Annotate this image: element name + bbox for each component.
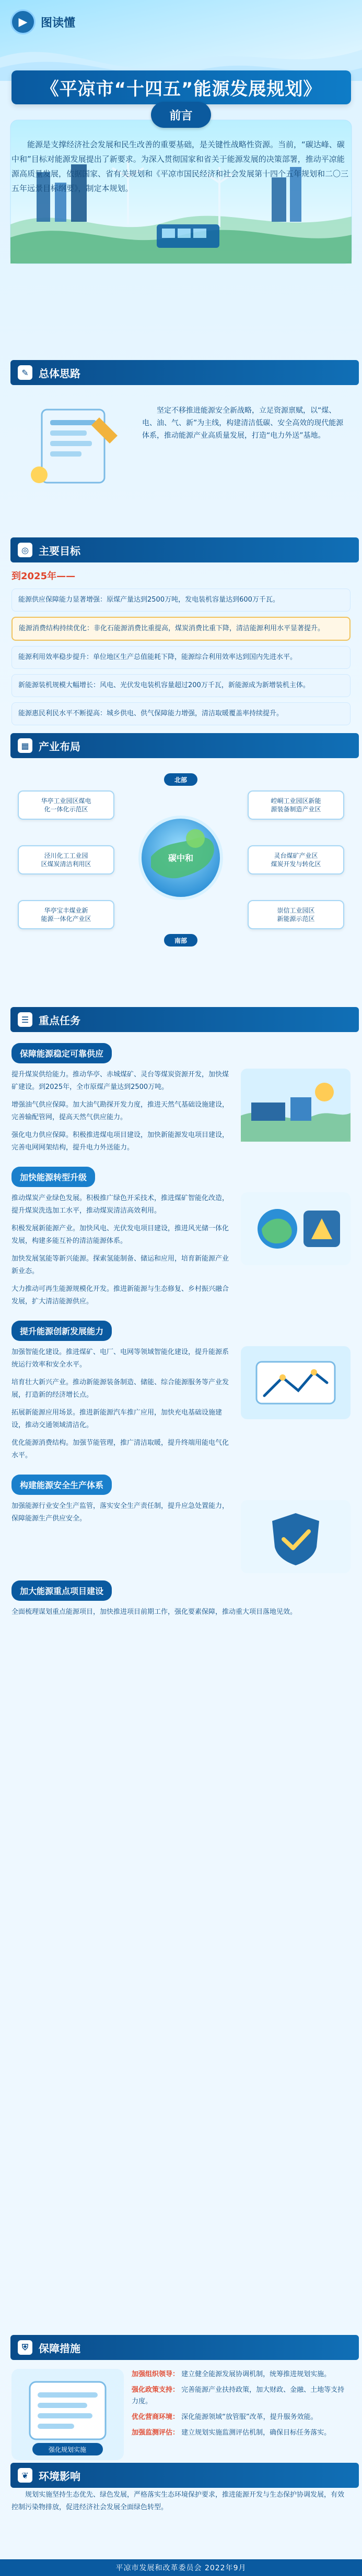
guarantee-illustration bbox=[11, 2369, 124, 2460]
section-guarantee-title: 保障措施 bbox=[39, 2342, 80, 2355]
layout-card: 华亭宝丰煤业新 能源一体化产业区 bbox=[18, 900, 114, 929]
section-environment-header bbox=[10, 2463, 359, 2488]
tasks-block bbox=[11, 1346, 351, 1467]
tasks-paragraph: 优化能源消费结构。加强节能管理，推广清洁取暖，提升终端用能电气化水平。 bbox=[11, 1439, 229, 1459]
guarantee-key: 优化营商环境： bbox=[132, 2413, 180, 2421]
guarantee-row bbox=[132, 2412, 351, 2423]
tasks-paragraph: 加快发展氢能等新兴能源。探索氢能制备、储运和应用，培育新能源产业新业态。 bbox=[11, 1255, 229, 1275]
tasks-paragraph: 加强能源行业安全生产监管，落实安全生产责任制，提升应急处置能力，保障能源生产供应安全。 bbox=[11, 1502, 229, 1523]
footer bbox=[0, 2559, 362, 2576]
page-title-banner bbox=[11, 70, 351, 104]
footer-text: 平凉市发展和改革委员会 2022年9月 bbox=[115, 2564, 247, 2572]
layout-center-label: 碳中和 bbox=[168, 853, 194, 863]
tasks-subhead: 构建能源安全生产体系 bbox=[11, 1475, 112, 1495]
layout-tag-south: 南部 bbox=[164, 934, 197, 946]
leaf-icon: ❦ bbox=[18, 2468, 32, 2483]
shield-icon: ⛨ bbox=[18, 2340, 32, 2355]
thought-icon: ✎ bbox=[18, 365, 32, 380]
target-icon: ◎ bbox=[18, 543, 32, 557]
guarantee-row bbox=[132, 2427, 351, 2439]
guarantee-value: 建立健全能源发展协调机制，统筹推进规划实施。 bbox=[181, 2370, 331, 2378]
mining-illustration bbox=[241, 1069, 351, 1142]
play-icon: ▶ bbox=[10, 9, 36, 34]
safety-illustration bbox=[241, 1500, 351, 1573]
layout-box bbox=[11, 762, 351, 960]
tasks-subhead: 加大能源重点项目建设 bbox=[11, 1580, 112, 1601]
section-goals-header bbox=[10, 537, 359, 562]
environment-text: 规划实施坚持生态优先、绿色发展，严格落实生态环境保护要求，推进能源开发与生态保护协调发展，有效控制污染物排放，促进经济社会发展全面绿色转型。 bbox=[11, 2491, 345, 2511]
guarantee-box bbox=[11, 2369, 351, 2460]
guarantee-row bbox=[132, 2369, 351, 2380]
layout-card: 崆峒工业园区新能 源装备制造产业区 bbox=[248, 790, 344, 820]
guarantee-badge: 强化规划实施 bbox=[48, 2446, 87, 2453]
tasks-paragraph: 大力推动可再生能源规模化开发。推进新能源与生态修复、乡村振兴融合发展，扩大清洁能源供应。 bbox=[11, 1285, 229, 1305]
tasks-paragraph: 增强油气供应保障。加大油气勘探开发力度，推进天然气基础设施建设，完善输配管网，提高天然气供应能力。 bbox=[11, 1101, 229, 1121]
section-goals-title: 主要目标 bbox=[39, 544, 80, 557]
guarantee-key: 加强监测评估： bbox=[132, 2429, 180, 2437]
tasks-block bbox=[11, 1069, 351, 1159]
tasks-paragraph: 拓展新能源应用场景。推进新能源汽车推广应用，加快充电基础设施建设，推动交通领域清洁化。 bbox=[11, 1409, 223, 1429]
goal-item: 新能源装机规模大幅增长：风电、光伏发电装机容量超过200万千瓦，新能源成为新增装机主体。 bbox=[11, 674, 351, 697]
grid-icon: ▦ bbox=[18, 738, 32, 753]
section-tasks-header bbox=[10, 1007, 359, 1032]
guarantee-text bbox=[132, 2369, 351, 2443]
tasks-text bbox=[11, 1192, 233, 1313]
goal-item: 能源消费结构持续优化：非化石能源消费比重提高，煤炭消费比重下降，清洁能源利用水平显著提升。 bbox=[11, 617, 351, 641]
list-icon: ☰ bbox=[18, 1012, 32, 1027]
guarantee-key: 强化政策支持： bbox=[132, 2386, 180, 2394]
energy-transition-illustration bbox=[241, 1192, 351, 1265]
layout-card: 崇信工业园区 新能源示范区 bbox=[248, 900, 344, 929]
tasks-paragraph: 推动煤炭产业绿色发展。积极推广绿色开采技术，推进煤矿智能化改造，提升煤炭洗选加工水平，推动煤炭清洁高效利用。 bbox=[11, 1194, 229, 1215]
section-thought-title: 总体思路 bbox=[39, 367, 80, 380]
section-environment-title: 环境影响 bbox=[39, 2470, 80, 2483]
guarantee-row bbox=[132, 2385, 351, 2407]
goal-item: 能源供应保障能力显著增强：原煤产量达到2500万吨，发电装机容量达到600万千瓦。 bbox=[11, 589, 351, 612]
layout-card: 灵台煤矿产业区 煤炭开发与转化区 bbox=[248, 845, 344, 874]
environment-box bbox=[11, 2489, 351, 2514]
tasks-paragraph: 培育壮大新兴产业。推动新能源装备制造、储能、综合能源服务等产业发展，打造新的经济增长点。 bbox=[11, 1379, 229, 1399]
goals-box bbox=[11, 569, 351, 730]
tasks-paragraph: 提升煤炭供给能力。推动华亭、赤城煤矿、灵台等煤炭资源开发，加快煤矿建设。到2025年，全市原煤产量达到2500万吨。 bbox=[11, 1071, 229, 1091]
tasks-paragraph: 强化电力供应保障。积极推进煤电项目建设，加快新能源发电项目建设，完善电网网架结构，提升电力外送能力。 bbox=[11, 1131, 229, 1152]
guarantee-key: 加强组织领导： bbox=[132, 2370, 180, 2378]
layout-card: 泾川化工工业园 区煤炭清洁利用区 bbox=[18, 845, 114, 874]
tasks-block bbox=[11, 1500, 351, 1573]
section-thought-header bbox=[10, 360, 359, 385]
layout-tag-north: 北部 bbox=[164, 773, 197, 786]
guarantee-value: 完善能源产业扶持政策，加大财政、金融、土地等支持力度。 bbox=[132, 2386, 345, 2405]
section-tasks-title: 重点任务 bbox=[39, 1014, 80, 1027]
layout-card: 华亭工业园区煤电 化一体化示范区 bbox=[18, 790, 114, 820]
preface-text: 能源是支撑经济社会发展和民生改善的重要基础，是关键性战略性资源。当前，“碳达峰、碳中和”目标对能源发展提出了新要求。为深入贯彻国家和省关于能源发展的决策部署，推动平凉能源高质量发展，依据国家、省有关规划和《平凉市国民经济和社会发展第十四个五年规划和二〇三五年远景目标纲要》，制定本规划。 bbox=[11, 140, 349, 193]
guarantee-value: 建立规划实施监测评估机制，确保目标任务落实。 bbox=[181, 2429, 331, 2437]
tasks-paragraph: 加强智能化建设。推进煤矿、电厂、电网等领域智能化建设，提升能源系统运行效率和安全水平。 bbox=[11, 1348, 229, 1369]
tasks-paragraph: 积极发展新能源产业。加快风电、光伏发电项目建设，推进风光储一体化发展，构建多能互补的清洁能源体系。 bbox=[11, 1225, 229, 1245]
thought-box bbox=[11, 391, 351, 496]
tasks-block bbox=[11, 1192, 351, 1313]
tasks-paragraph: 全面梳理谋划重点能源项目，加快推进项目前期工作，强化要素保障，推动重大项目落地见效。 bbox=[11, 1608, 297, 1616]
section-layout-header bbox=[10, 733, 359, 758]
brand-title: 图读懂 bbox=[41, 16, 76, 30]
section-layout-title: 产业布局 bbox=[39, 740, 80, 753]
tasks-text bbox=[11, 1346, 233, 1467]
brand bbox=[10, 9, 75, 34]
thought-text: 坚定不移推进能源安全新战略，立足资源禀赋，以“煤、电、油、气、新”为主线，构建清洁低碳、安全高效的现代能源体系，推动能源产业高质量发展，打造“电力外送”基地。 bbox=[142, 406, 344, 440]
goal-item: 能源利用效率稳步提升：单位地区生产总值能耗下降，能源综合利用效率达到国内先进水平。 bbox=[11, 646, 351, 669]
globe-illustration bbox=[133, 810, 229, 906]
goal-item: 能源惠民利民水平不断提高：城乡供电、供气保障能力增强，清洁取暖覆盖率持续提升。 bbox=[11, 702, 351, 725]
tasks-subhead: 加快能源转型升级 bbox=[11, 1167, 95, 1187]
tasks-text bbox=[11, 1069, 233, 1159]
section-guarantee-header bbox=[10, 2335, 359, 2360]
tasks-subhead: 提升能源创新发展能力 bbox=[11, 1321, 112, 1341]
preface-tab: 前言 bbox=[151, 102, 211, 128]
notebook-illustration bbox=[21, 399, 131, 488]
guarantee-value: 深化能源领域“放管服”改革，提升服务效能。 bbox=[181, 2413, 318, 2421]
page-title: 《平凉市“十四五”能源发展规划》 bbox=[41, 79, 322, 100]
goals-year: 到2025年—— bbox=[11, 571, 76, 582]
tasks-box bbox=[11, 1036, 351, 1624]
tasks-text bbox=[11, 1500, 233, 1530]
tasks-subhead: 保障能源稳定可靠供应 bbox=[11, 1043, 112, 1063]
smart-energy-illustration bbox=[241, 1346, 351, 1419]
